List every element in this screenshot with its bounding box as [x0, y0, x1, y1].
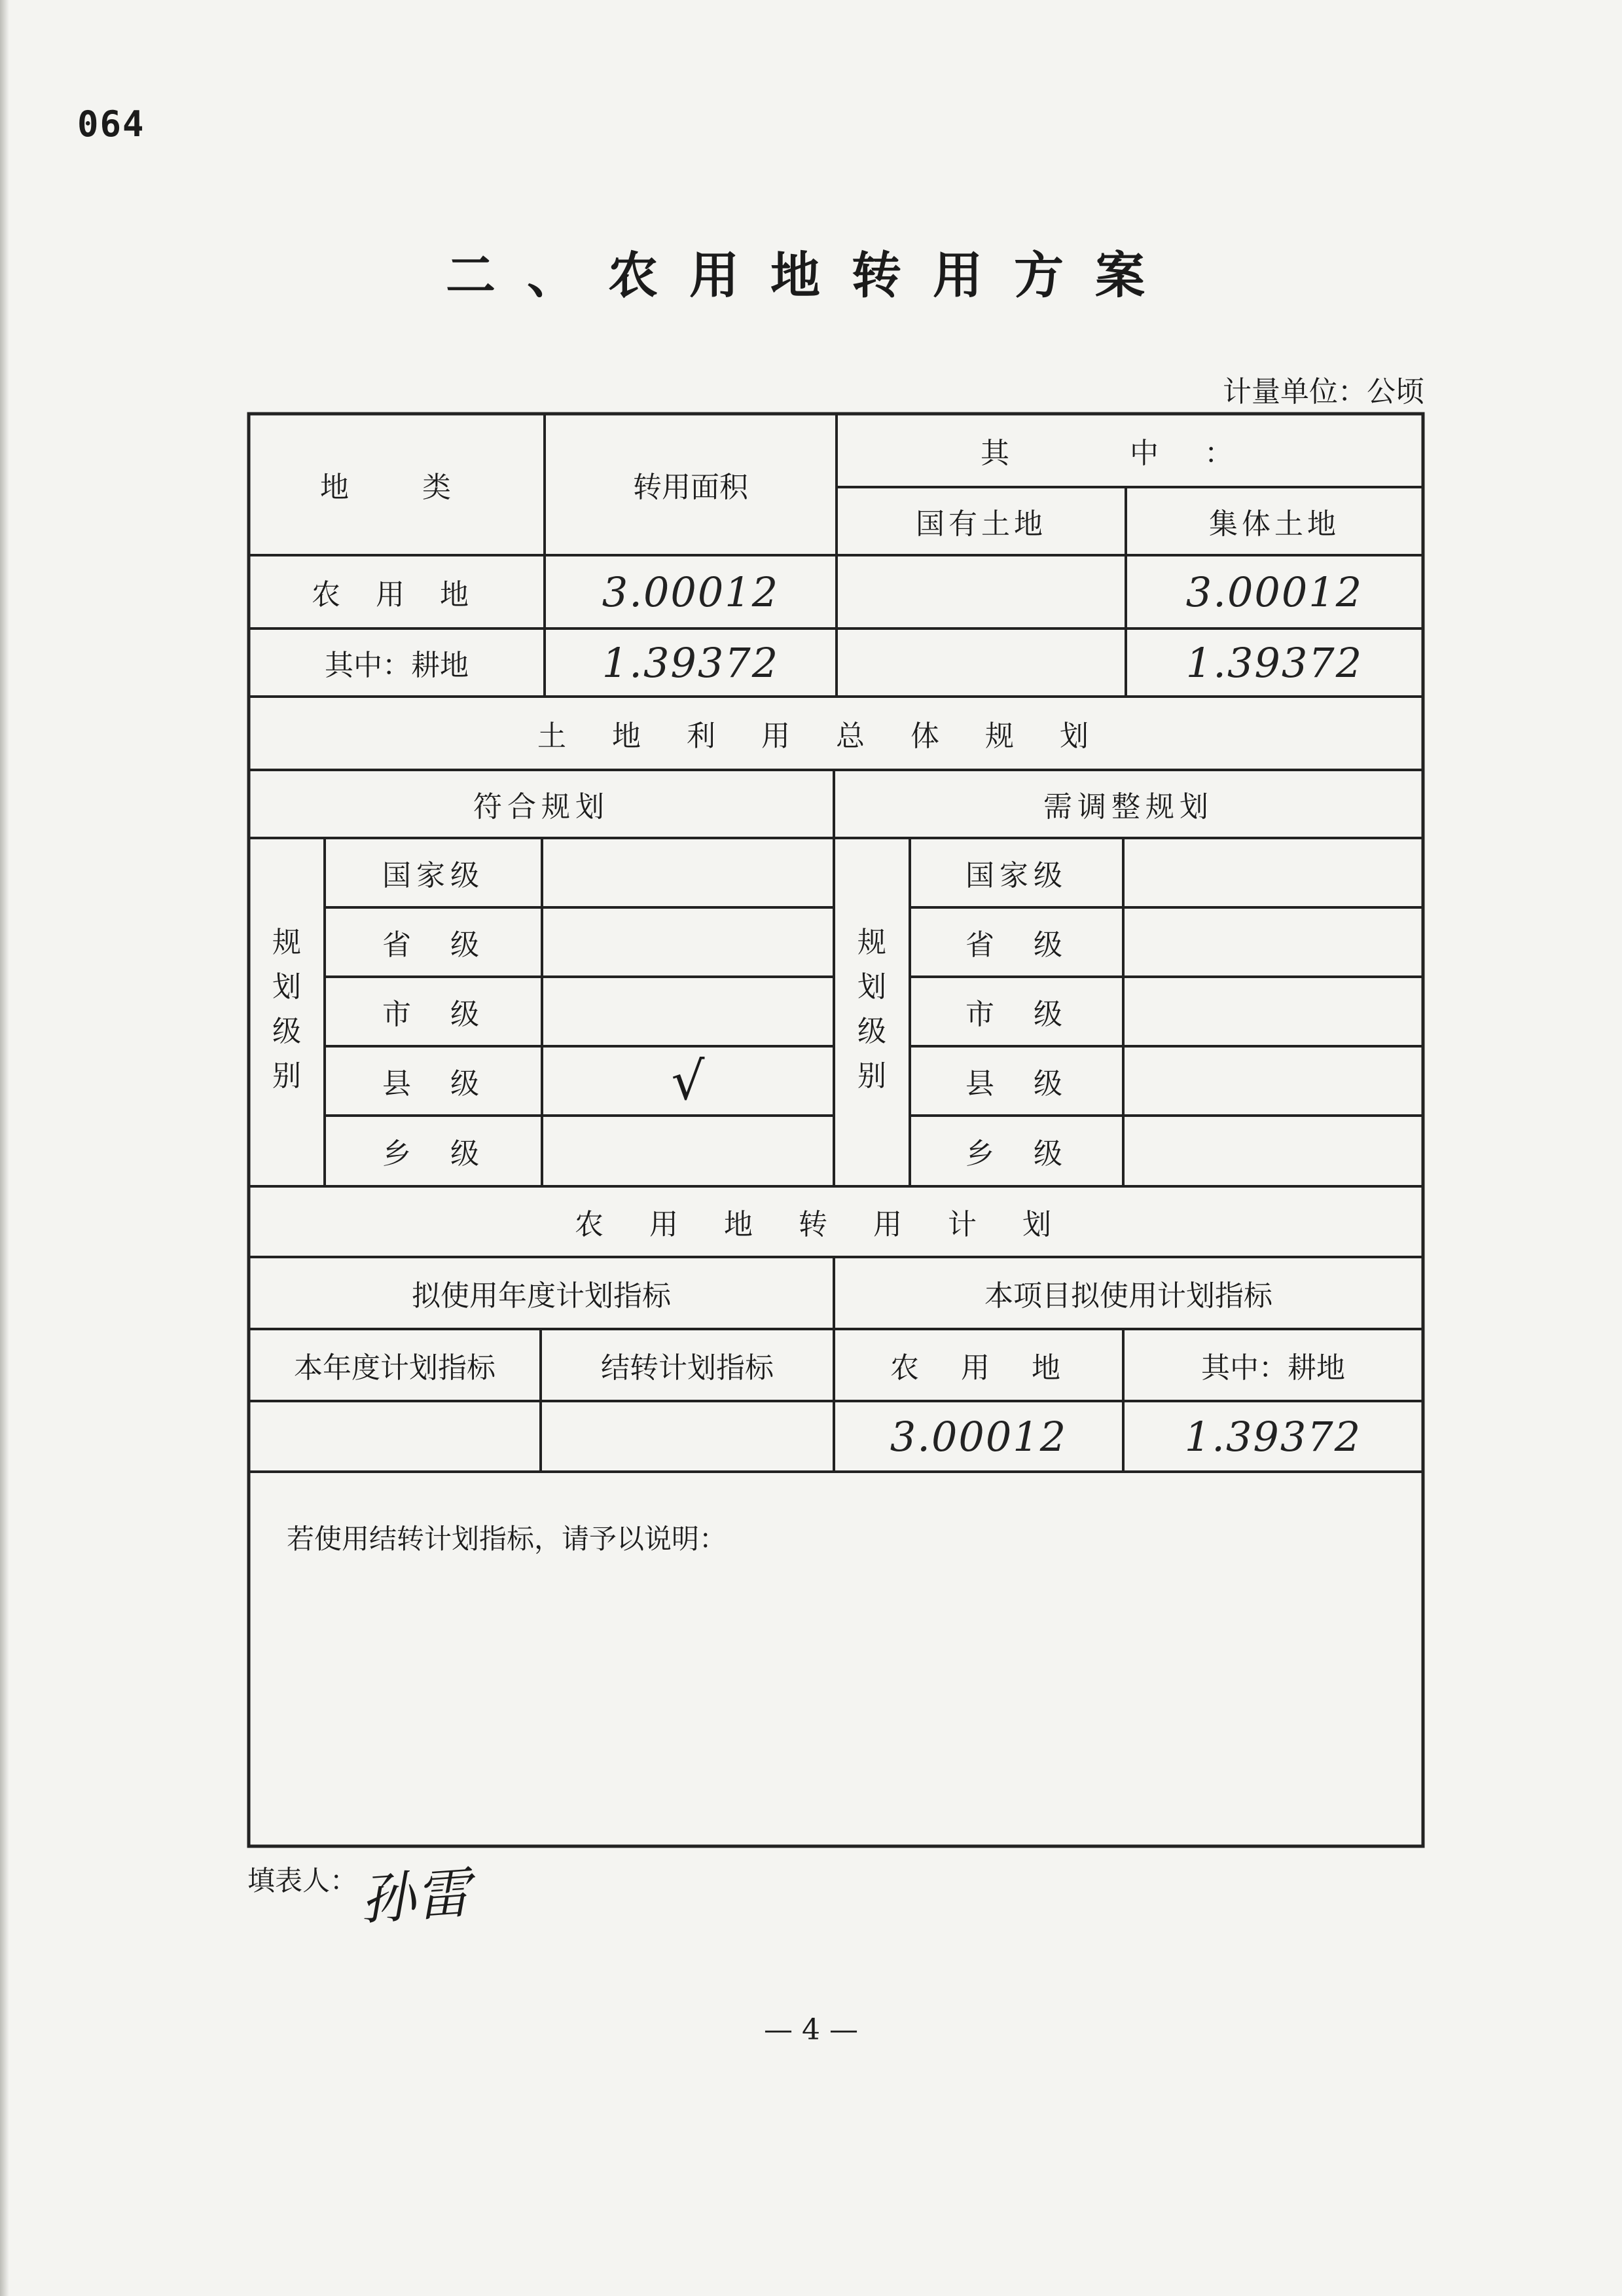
- cultivated-indicator-value: 1.39372: [1184, 1412, 1362, 1461]
- annual-indicator-header: 拟使用年度计划指标: [412, 1279, 671, 1313]
- farmland-indicator-value: 3.00012: [890, 1412, 1068, 1461]
- conform-level-national: 国家级: [382, 859, 484, 892]
- conform-mark-county: √: [671, 1050, 705, 1112]
- row-cultivated-state: [837, 629, 1126, 697]
- plan-level-label-right: 规划级别: [857, 926, 886, 1093]
- conform-level-county: 县 级: [382, 1067, 484, 1101]
- project-indicator-header: 本项目拟使用计划指标: [984, 1279, 1272, 1313]
- row-cultivated-area: 1.39372: [602, 638, 780, 687]
- this-year-indicator-value: [249, 1401, 541, 1472]
- row-cultivated-label: 其中：耕地: [325, 649, 469, 682]
- filler-label: 填表人：: [247, 1865, 358, 1897]
- cultivated-indicator-header: 其中：耕地: [1201, 1351, 1345, 1385]
- conform-level-city: 市 级: [382, 998, 484, 1031]
- row-farmland-area: 3.00012: [602, 568, 780, 616]
- conversion-plan-title: 农用地转用计划: [575, 1208, 1097, 1241]
- conform-mark-national: [542, 838, 834, 907]
- row-farmland-collective: 3.00012: [1185, 568, 1363, 616]
- carryover-note: 若使用结转计划指标，请予以说明：: [287, 1523, 727, 1555]
- adjust-plan-header: 需调整规划: [1043, 790, 1214, 824]
- conform-mark-city: [542, 977, 834, 1046]
- unit-label: 计量单位：公顷: [1223, 375, 1424, 409]
- row-farmland-state: [837, 555, 1126, 629]
- page-number: — 4 —: [764, 2013, 858, 2047]
- adjust-level-province: 省 级: [965, 928, 1068, 962]
- conform-mark-province: [542, 907, 834, 977]
- header-land-type: 地 类: [320, 471, 473, 504]
- stamp-number: 064: [77, 103, 145, 145]
- row-farmland-label: 农 用 地: [312, 578, 482, 611]
- conform-level-province: 省 级: [382, 928, 484, 962]
- farmland-indicator-header: 农 用 地: [890, 1351, 1067, 1385]
- header-of-which: 其 中：: [981, 437, 1279, 470]
- adjust-level-city: 市 级: [965, 998, 1068, 1031]
- plan-level-label-left: 规划级别: [272, 926, 301, 1093]
- carryover-indicator-header: 结转计划指标: [601, 1351, 774, 1385]
- adjust-level-national: 国家级: [965, 859, 1068, 892]
- header-collective-land: 集体土地: [1209, 507, 1340, 541]
- conform-plan-header: 符合规划: [473, 790, 609, 824]
- carryover-indicator-value: [541, 1401, 834, 1472]
- filler-signature: 孙雷: [358, 1861, 473, 1933]
- this-year-indicator-header: 本年度计划指标: [294, 1351, 496, 1385]
- adjust-level-township: 乡 级: [965, 1137, 1068, 1171]
- row-cultivated-collective: 1.39372: [1185, 638, 1363, 687]
- header-converted-area: 转用面积: [633, 471, 748, 504]
- adjust-level-county: 县 级: [965, 1067, 1068, 1101]
- conform-mark-township: [542, 1116, 834, 1186]
- header-state-land: 国有土地: [916, 507, 1047, 541]
- page-title: 二、农用地转用方案: [446, 246, 1176, 304]
- plan-section-title: 土地利用总体规划: [537, 720, 1134, 753]
- conform-level-township: 乡 级: [382, 1137, 484, 1171]
